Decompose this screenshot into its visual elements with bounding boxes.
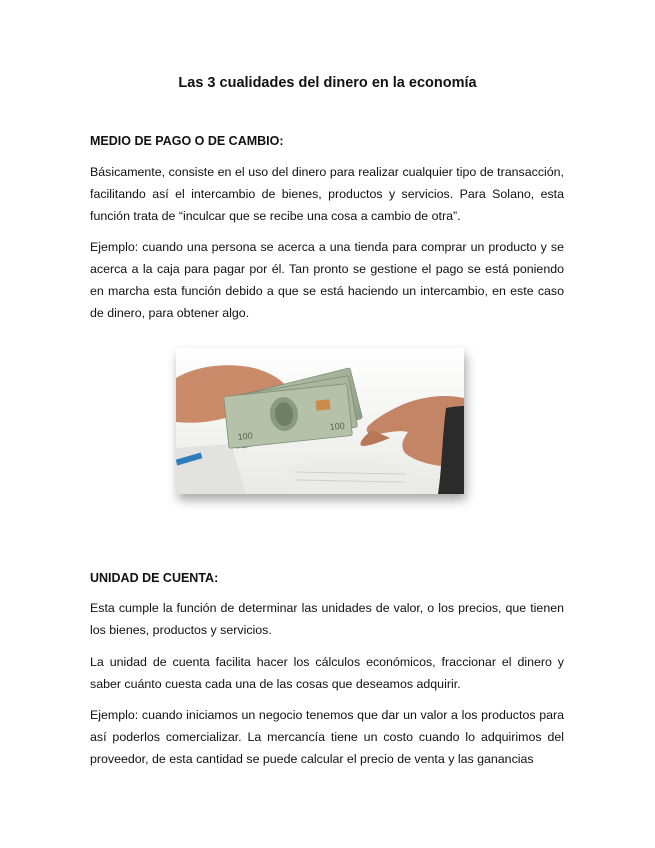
document-title: Las 3 cualidades del dinero en la economía	[178, 75, 477, 91]
paragraph-medio-de-pago-example: Ejemplo: cuando una persona se acerca a una tienda para comprar un producto y se acerca a la caja para pagar por él. Tan pronto se gestione el pago se está poniendo en marcha esta función debido a que se está haciendo un intercambio, en este caso de dinero, para obtener algo.	[90, 240, 564, 320]
paragraph-unidad-de-cuenta-example: Ejemplo: cuando iniciamos un negocio tenemos que dar un valor a los productos para así poderlos comercializar. La mercancía tiene un costo cuando lo adquirimos del proveedor, de esta cantidad se puede calcular el precio de venta y las ganancias	[90, 708, 564, 766]
section-heading-medio-de-pago: MEDIO DE PAGO O DE CAMBIO:	[90, 134, 284, 148]
svg-text:100: 100	[237, 430, 254, 442]
paragraph-unidad-de-cuenta-calculos: La unidad de cuenta facilita hacer los cálculos económicos, fraccionar el dinero y saber cuánto cuesta cada una de las cosas que deseamos adquirir.	[90, 655, 564, 691]
svg-text:100: 100	[329, 420, 346, 432]
paragraph-unidad-de-cuenta-definition: Esta cumple la función de determinar las unidades de valor, o los precios, que tienen los bienes, productos y servicios.	[90, 601, 564, 637]
money-exchange-photo	[176, 348, 464, 494]
section-heading-unidad-de-cuenta: UNIDAD DE CUENTA:	[90, 571, 219, 585]
paragraph-medio-de-pago-definition: Básicamente, consiste en el uso del dinero para realizar cualquier tipo de transacción, facilitando así el intercambio de bienes, productos y servicios. Para Solano, esta función trata de “inculcar que se recibe una cosa a cambio de otra”.	[90, 165, 564, 223]
